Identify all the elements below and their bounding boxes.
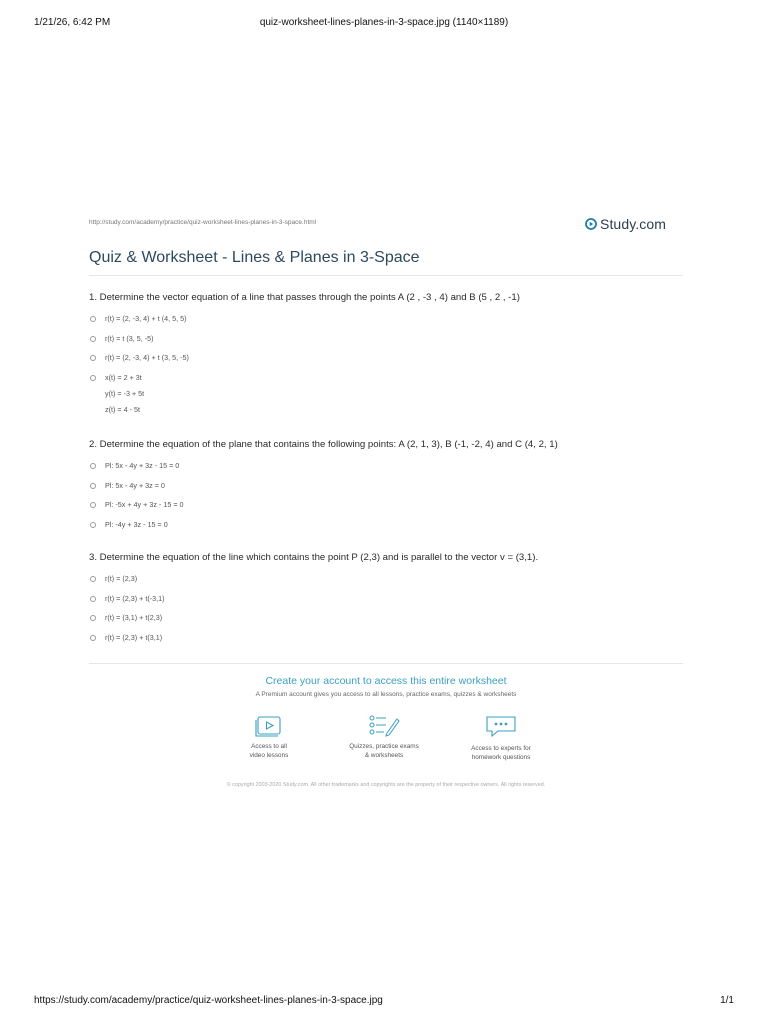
feature-label: Access to all video lessons (249, 743, 289, 759)
radio-button[interactable] (90, 576, 96, 582)
option-text: Pl: -5x + 4y + 3z - 15 = 0 (105, 500, 184, 509)
study-logo (585, 216, 666, 232)
question-text: 2. Determine the equation of the plane that contains the following points: A (2, 1, 3), B (-1, -2, 4) and C (4, 2, 1) (89, 439, 558, 450)
radio-button[interactable] (90, 375, 96, 381)
radio-button[interactable] (90, 615, 96, 621)
option-text: Pl: -4y + 3z - 15 = 0 (105, 519, 168, 529)
feature-label: Access to experts for homework questions (471, 745, 531, 761)
cta-title-link[interactable]: Create your account to access this entire worksheet (265, 675, 507, 687)
option-text: r(t) = (2,3) + t(3,1) (105, 632, 163, 642)
option-text: r(t) = (2, -3, 4) + t (3, 5, -5) (105, 353, 189, 362)
print-page-number: 1/1 (720, 995, 734, 1006)
answer-option[interactable] (89, 633, 689, 643)
question-text: 3. Determine the equation of the line which contains the point P (2,3) and is parallel to the vector v = (3,1). (89, 552, 539, 563)
feature-list (0, 714, 768, 774)
answer-option[interactable] (89, 353, 689, 363)
option-text: Pl: 5x - 4y + 3z - 15 = 0 (105, 461, 180, 470)
content-divider (89, 663, 683, 664)
title-divider (89, 275, 683, 276)
option-text: y(t) = -3 + 5t (105, 388, 145, 398)
chat-bubble-icon (484, 714, 518, 740)
play-circle-icon (585, 218, 597, 230)
option-text: r(t) = (3,1) + t(2,3) (105, 613, 163, 622)
logo-text: Study.com (600, 216, 666, 232)
quiz-checklist-icon (368, 714, 400, 738)
signup-cta (89, 675, 683, 698)
print-url: https://study.com/academy/practice/quiz-worksheet-lines-planes-in-3-space.jpg (34, 995, 383, 1006)
feature-video-lessons (214, 714, 324, 760)
question-2 (89, 439, 689, 530)
radio-button[interactable] (90, 635, 96, 641)
feature-label: Quizzes, practice exams & worksheets (349, 743, 419, 759)
option-text: x(t) = 2 + 3t (105, 372, 142, 382)
option-text: r(t) = t (3, 5, -5) (105, 333, 154, 343)
radio-button[interactable] (90, 522, 96, 528)
radio-button[interactable] (90, 502, 96, 508)
answer-option[interactable] (89, 334, 689, 344)
answer-option[interactable] (89, 373, 689, 415)
radio-button[interactable] (90, 316, 96, 322)
option-text: z(t) = 4 - 5t (105, 404, 140, 414)
copyright-notice: © copyright 2003-2020 Study.com. All other trademarks and copyrights are the property of their respective owners. All rights reserved. (226, 782, 546, 788)
option-text: Pl: 5x - 4y + 3z = 0 (105, 480, 165, 490)
option-text: r(t) = (2,3) (105, 574, 138, 583)
radio-button[interactable] (90, 596, 96, 602)
radio-button[interactable] (90, 483, 96, 489)
print-title: quiz-worksheet-lines-planes-in-3-space.jpg (1140×1189) (259, 17, 509, 28)
feature-quizzes (329, 714, 439, 760)
video-lesson-icon (254, 714, 284, 738)
cta-subtitle: A Premium account gives you access to all lessons, practice exams, quizzes & worksheets (255, 691, 517, 698)
answer-option[interactable] (89, 500, 689, 510)
page-title: Quiz & Worksheet - Lines & Planes in 3-Space (89, 249, 420, 266)
answer-option[interactable] (89, 574, 689, 584)
radio-button[interactable] (90, 336, 96, 342)
option-text: r(t) = (2, -3, 4) + t (4, 5, 5) (105, 314, 187, 323)
question-text: 1. Determine the vector equation of a line that passes through the points A (2 , -3 , 4) and B (5 , 2 , -1) (89, 292, 520, 303)
radio-button[interactable] (90, 463, 96, 469)
print-date: 1/21/26, 6:42 PM (34, 17, 111, 28)
option-text: r(t) = (2,3) + t(-3,1) (105, 593, 165, 603)
answer-option[interactable] (89, 613, 689, 623)
answer-option[interactable] (89, 461, 689, 471)
feature-experts (446, 714, 556, 762)
question-3 (89, 552, 689, 643)
radio-button[interactable] (90, 355, 96, 361)
answer-option[interactable] (89, 520, 689, 530)
question-1 (89, 292, 689, 415)
answer-option[interactable] (89, 314, 689, 324)
source-url: http://study.com/academy/practice/quiz-worksheet-lines-planes-in-3-space.html (89, 219, 317, 226)
answer-option[interactable] (89, 594, 689, 604)
answer-option[interactable] (89, 481, 689, 491)
